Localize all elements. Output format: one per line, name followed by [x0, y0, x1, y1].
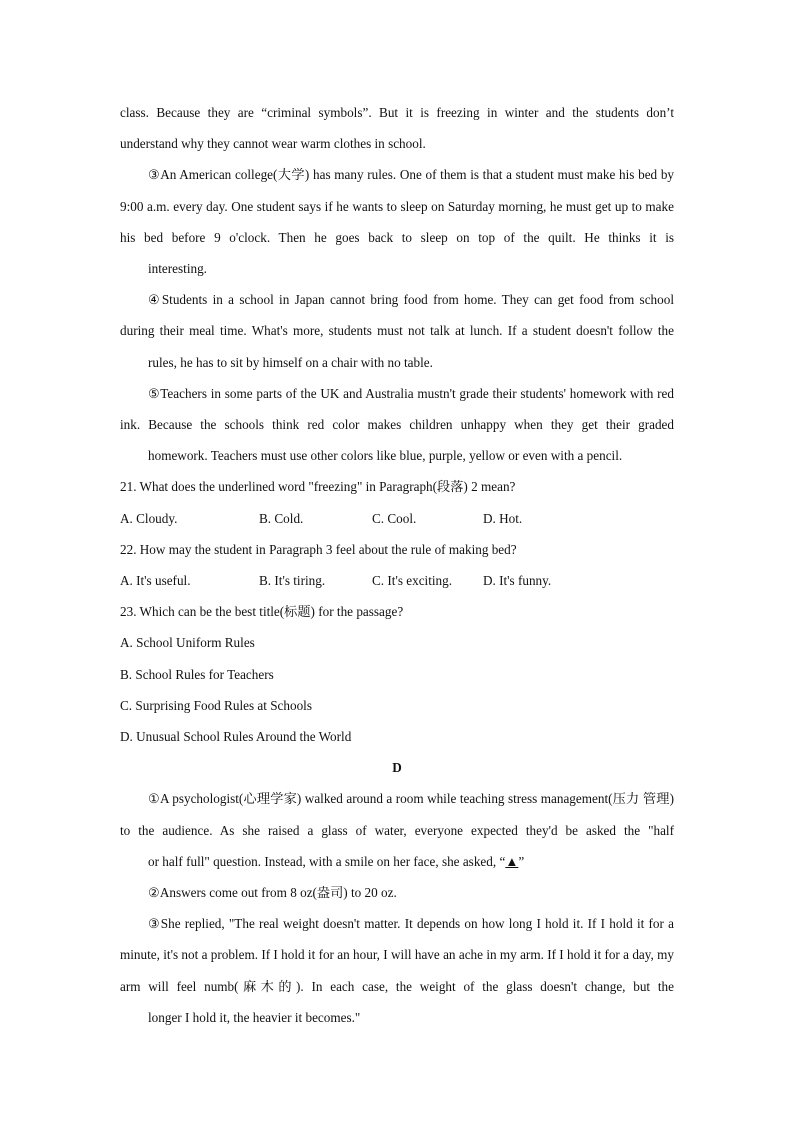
option-c: C. It's exciting.	[372, 573, 453, 589]
text-line: red ink. Because the schools think red color makes children unhappy when they get their graded	[120, 385, 674, 433]
text-line: 管理) to the audience. As she raised a glass of water, everyone expected they'd be asked the "half	[120, 791, 675, 838]
option-b: B. Cold.	[259, 510, 304, 526]
paragraph-3	[120, 159, 674, 284]
option-a: A. It's useful.	[120, 573, 191, 589]
text-line: ⑤Teachers in some parts of the UK and Australia mustn't grade their students' homework with	[148, 385, 654, 401]
paragraph-4	[120, 284, 674, 378]
question-21-options	[120, 503, 674, 534]
text-line: understand why they cannot wear warm clothes in school.	[120, 136, 426, 152]
document-page	[120, 97, 674, 1033]
question-22-options	[120, 565, 674, 596]
text-line: rules, he has to sit by himself on a chair with no table.	[148, 354, 433, 370]
text-segment: ”	[518, 853, 525, 869]
option-a: A. Cloudy.	[120, 510, 178, 526]
text-line: interesting.	[148, 261, 207, 277]
text-line	[120, 846, 674, 877]
text-line: ③She replied, "The real weight doesn't matter. It depends on how long I hold it. If I hold it for	[148, 916, 664, 932]
text-line: up to make his bed before 9 o'clock. Then he goes back to sleep on top of the quilt. He thinks it is	[120, 198, 674, 245]
answer-blank: ▲	[505, 853, 519, 869]
option-b: B. It's tiring.	[259, 573, 326, 589]
option-b: B. School Rules for Teachers	[120, 666, 274, 682]
paragraph-d2: ②Answers come out from 8 oz(盎司) to 20 oz.	[148, 885, 397, 901]
option-c: C. Cool.	[372, 510, 417, 526]
text-line: longer I hold it, the heavier it becomes."	[148, 1009, 361, 1025]
option-d: D. It's funny.	[483, 573, 552, 589]
paragraph-2	[120, 97, 674, 159]
text-line: ④Students in a school in Japan cannot bring food from home. They can get food from school	[148, 292, 674, 308]
paragraph-d3	[120, 908, 674, 1033]
text-line: during their meal time. What's more, students must not talk at lunch. If a student doesn't follow the	[120, 323, 674, 339]
option-d: D. Unusual School Rules Around the World	[120, 729, 352, 745]
text-segment: or half full" question. Instead, with a smile on her face, she asked, “	[148, 853, 506, 869]
option-d: D. Hot.	[483, 510, 523, 526]
text-line: ③An American college(大学) has many rules. One of them is that a student must make his	[148, 167, 635, 183]
text-line: homework. Teachers must use other colors like blue, purple, yellow or even with a pencil.	[148, 448, 623, 464]
question-23: 23. Which can be the best title(标题) for the passage?	[120, 604, 404, 620]
text-line: class. Because they are “criminal symbols”. But it is freezing in winter and the students don’t	[120, 105, 674, 120]
paragraph-5	[120, 378, 674, 472]
option-a: A. School Uniform Rules	[120, 635, 255, 651]
section-heading: D	[392, 760, 402, 776]
paragraph-d1	[120, 783, 674, 877]
question-21: 21. What does the underlined word "freezing" in Paragraph(段落) 2 mean?	[120, 479, 516, 495]
question-22: 22. How may the student in Paragraph 3 feel about the rule of making bed?	[120, 541, 517, 557]
option-c: C. Surprising Food Rules at Schools	[120, 697, 312, 713]
text-line: a minute, it's not a problem. If I hold it for an hour, I will have an ache in my arm. If I hold it for a	[120, 916, 674, 963]
text-line: day, my arm will feel numb(麻木的). In each case, the weight of the glass doesn't change, but the	[120, 947, 674, 994]
text-line: ①A psychologist(心理学家) walked around a room while teaching stress management(压力	[148, 791, 640, 807]
text-line: bed by 9:00 a.m. every day. One student says if he wants to sleep on Saturday morning, he must get	[120, 167, 675, 214]
